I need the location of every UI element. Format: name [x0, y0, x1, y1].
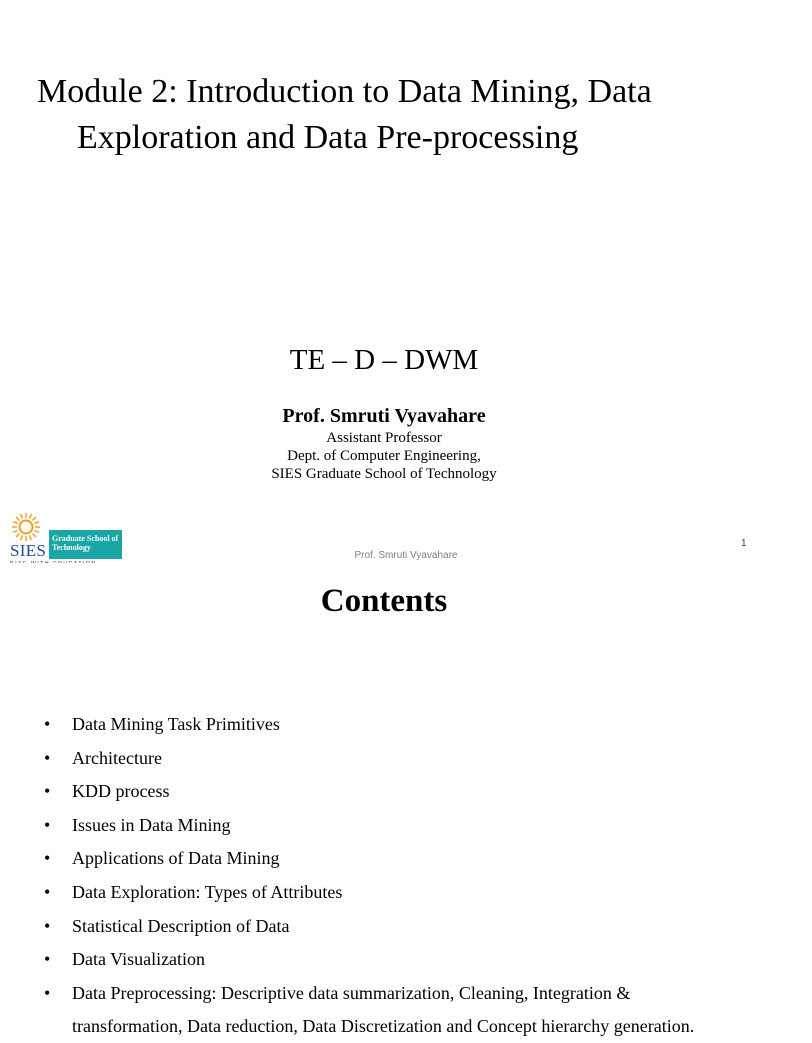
page-number: 1: [741, 538, 747, 549]
author-name: Prof. Smruti Vyavahare: [282, 405, 486, 427]
bullet-icon: •: [44, 747, 51, 768]
list-item-text: Statistical Description of Data: [72, 915, 290, 936]
list-item: [44, 977, 734, 1043]
list-item-text: Issues in Data Mining: [72, 814, 231, 835]
slide-title-line-2: Exploration and Data Pre-processing: [77, 119, 579, 156]
author-department: Dept. of Computer Engineering,: [287, 448, 481, 464]
bullet-icon: •: [44, 881, 51, 902]
author-designation: Assistant Professor: [326, 430, 442, 446]
list-item: [44, 842, 734, 876]
list-item: [44, 943, 734, 977]
list-item-text: Data Mining Task Primitives: [72, 714, 280, 734]
logo-wordmark: SIES: [10, 541, 47, 560]
list-item: [44, 708, 734, 742]
bullet-icon: •: [44, 915, 51, 936]
list-item-text: Data Exploration: Types of Attributes: [72, 881, 343, 902]
bullet-icon: •: [44, 982, 51, 1003]
contents-title: Contents: [320, 583, 448, 619]
list-item-text: Data Visualization: [72, 949, 206, 970]
bullet-icon: •: [44, 781, 51, 802]
list-item-text: KDD process: [72, 781, 170, 802]
bullet-icon: •: [44, 814, 51, 835]
list-item-text: Data Preprocessing: Descriptive data summarization, Cleaning, Integration & transformation, Data reduction, Data Discretization and Concept hierarchy generation.: [72, 982, 695, 1036]
contents-slide: [0, 563, 768, 1036]
sun-logo-icon: [11, 512, 41, 542]
bullet-icon: •: [44, 949, 51, 970]
list-item: [44, 742, 734, 776]
footer-presenter: Prof. Smruti Vyavahare: [354, 550, 458, 561]
list-item: [44, 809, 734, 843]
course-code: TE – D – DWM: [289, 344, 479, 376]
list-item: [44, 775, 734, 809]
slide-title-line-1: Module 2: Introduction to Data Mining, Data: [37, 73, 652, 110]
list-item-text: Applications of Data Mining: [72, 848, 280, 869]
bullet-icon: •: [44, 714, 51, 734]
author-institution: SIES Graduate School of Technology: [271, 466, 497, 482]
list-item: [44, 910, 734, 944]
contents-list: [44, 708, 734, 1043]
list-item: [44, 876, 734, 910]
logo-box-text: Graduate School of Technology: [49, 530, 122, 559]
bullet-icon: •: [44, 848, 51, 869]
list-item-text: Architecture: [72, 747, 162, 768]
